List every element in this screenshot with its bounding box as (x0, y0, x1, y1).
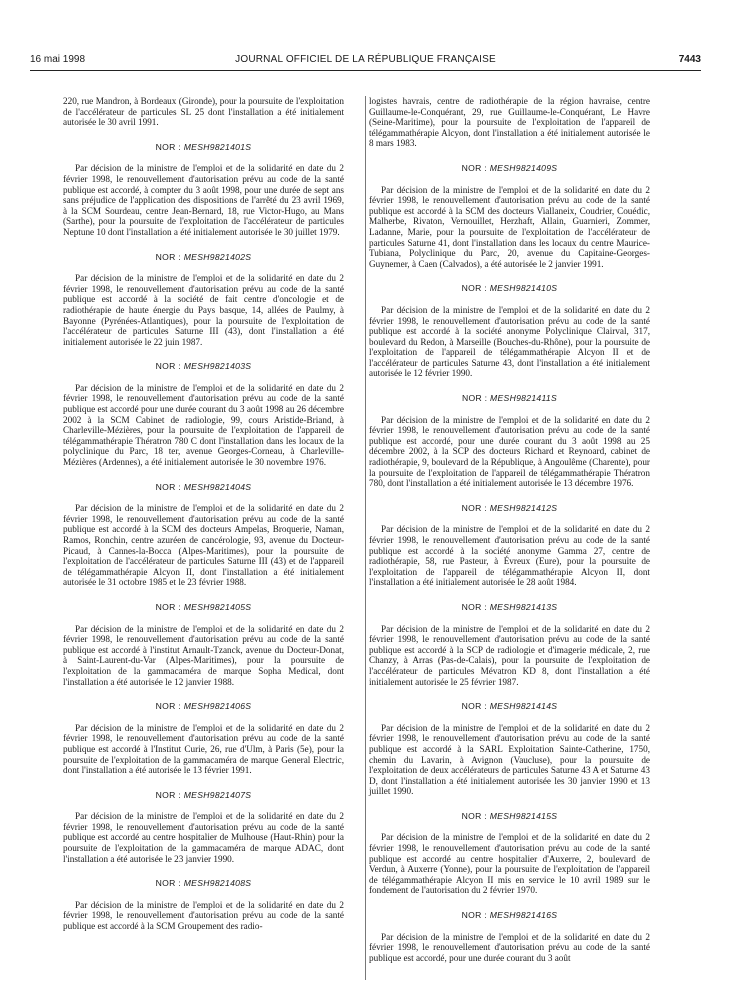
decision-text: Par décision de la ministre de l'emploi et de la solidarité en date du 2 février 1998, le renouvellement d'autorisation prévu au code de la santé publique est accordé, à compter du 3 août 1998, pour une durée de sept ans sans préjudice de l'application des dispositions de l'arrêté du 23 avril 1969, à la SCM Sourdeau, centre Jean-Bernard, 18, rue Victor-Hugo, au Mans (Sarthe), pour la poursuite de l'exploitation de l'accélérateur de particules Neptune 10 dont l'installation a été initialement autorisée le 30 juillet 1979. (63, 163, 344, 237)
nor-reference (63, 701, 344, 712)
nor-reference (369, 910, 650, 921)
nor-label: NOR : (461, 283, 488, 294)
nor-reference (369, 283, 650, 294)
page-number: 7443 (678, 54, 701, 65)
decision-text: Par décision de la ministre de l'emploi et de la solidarité en date du 2 février 1998, le renouvellement d'autorisation prévu au code de la santé publique est accordé, pour une durée courant du 3 août 1998 au 25 décembre 2002, à la SCP des docteurs Richard et Reynoard, cabinet de radiothérapie, 9, boulevard de la République, à Angoulême (Charente), pour la poursuite de l'exploitation de l'appareil de télégammathérapie Thératron 780, dont l'installation a été initialement autorisée le 13 décembre 1976. (369, 414, 650, 489)
nor-label: NOR : (155, 481, 182, 492)
decision-entry (369, 305, 650, 379)
nor-label: NOR : (155, 789, 182, 800)
decision-text: Par décision de la ministre de l'emploi et de la solidarité en date du 2 février 1998, le renouvellement d'autorisation prévu au code de la santé publique est accordé à la SCM des docteurs Ampelas, Broquerie, Naman, Ramos, Ronchin, centre azuréen de cancérologie, 93, avenue du Docteur-Picaud, à Cannes-la-Bocca (Alpes-Maritimes), pour la poursuite de l'exploitation de l'accélérateur de particules Saturne III (43) et de l'appareil de télégammathérapie Alcyon II, dont l'installation a été initialement autorisée le 31 octobre 1985 et le 23 février 1988. (63, 503, 344, 588)
nor-code: MESH9821414S (489, 701, 558, 712)
nor-reference (63, 482, 344, 493)
nor-code: MESH9821402S (183, 251, 252, 262)
nor-code: MESH9821401S (183, 141, 252, 152)
nor-code: MESH9821407S (183, 789, 252, 800)
nor-label: NOR : (461, 502, 488, 513)
nor-reference (369, 602, 650, 613)
nor-reference (63, 878, 344, 889)
left-column (63, 96, 344, 946)
decision-entry (369, 624, 650, 688)
nor-label: NOR : (461, 601, 488, 612)
decision-entry (63, 273, 344, 347)
nor-reference (63, 142, 344, 153)
nor-code: MESH9821416S (489, 910, 558, 921)
decision-text: Par décision de la ministre de l'emploi et de la solidarité en date du 2 février 1998, le renouvellement d'autorisation prévu au code de la santé publique est accordé à la SARL Exploitation Sainte-Catherine, 1750, chemin du Lavarin, à Avignon (Vaucluse), pour la poursuite de l'exploitation de deux accélérateurs de particules Saturne 43 A et Saturne 43 D, dont l'installation a été initialement autorisée les 30 janvier 1990 et 13 juillet 1990. (369, 722, 650, 797)
decision-text: Par décision de la ministre de l'emploi et de la solidarité en date du 2 février 1998, le renouvellement d'autorisation prévu au code de la santé publique est accordé à l'Institut Curie, 26, rue d'Ulm, à Paris (5e), pour la poursuite de l'exploitation de la gammacaméra de marque General Electric, dont l'installation a été autorisée le 13 février 1991. (63, 722, 344, 776)
nor-code: MESH9821403S (183, 361, 252, 372)
right-lead-text: logistes havrais, centre de radiothérapie de la région havraise, centre Guillaume-le-Conquérant, 29, rue Guillaume-le-Conquérant, Le Havre (Seine-Maritime), pour la poursuite de l'exploitation de l'appareil de télégammathérapie Alcyon, dont l'installation a été initialement autorisée le 8 mars 1983. (369, 96, 650, 149)
nor-label: NOR : (461, 810, 488, 821)
decision-entry (63, 163, 344, 237)
nor-code: MESH9821408S (183, 878, 252, 889)
nor-label: NOR : (155, 701, 182, 712)
nor-code: MESH9821411S (490, 393, 558, 404)
decision-text: Par décision de la ministre de l'emploi et de la solidarité en date du 2 février 1998, le renouvellement d'autorisation prévu au code de la santé publique est accordé, pour une durée courant du 3 août (369, 931, 650, 963)
decision-text: Par décision de la ministre de l'emploi et de la solidarité en date du 2 février 1998, le renouvellement d'autorisation prévu au code de la santé publique est accordé pour une durée courant du 3 août 1998 au 26 décembre 2002 à la SCM Cabinet de radiologie, 99, cours Aristide-Briand, à Charleville-Mézières, pour la poursuite de l'exploitation de l'appareil de télégammathérapie Thératron 780 C dont l'installation dans les locaux de la polyclinique du Parc, 18 ter, avenue Georges-Corneau, à Charleville-Mézières (Ardennes), a été initialement autorisée le 30 novembre 1976. (63, 382, 344, 468)
nor-reference (63, 602, 344, 613)
decision-entry (63, 383, 344, 468)
decision-entry (369, 415, 650, 489)
decision-entry (369, 932, 650, 964)
header-date: 16 mai 1998 (30, 54, 86, 65)
nor-code: MESH9821404S (183, 481, 252, 492)
nor-reference (369, 701, 650, 712)
decision-entry (369, 832, 650, 896)
nor-label: NOR : (155, 601, 182, 612)
nor-code: MESH9821412S (489, 502, 558, 513)
decision-entry (63, 503, 344, 588)
nor-label: NOR : (461, 393, 488, 404)
decision-entry (369, 723, 650, 797)
decision-entry (63, 811, 344, 864)
nor-code: MESH9821405S (183, 601, 252, 612)
nor-reference (369, 503, 650, 514)
nor-code: MESH9821415S (489, 810, 558, 821)
nor-reference (63, 252, 344, 263)
journal-title: JOURNAL OFFICIEL DE LA RÉPUBLIQUE FRANÇAISE (235, 54, 496, 65)
nor-label: NOR : (155, 141, 182, 152)
decision-entry (369, 185, 650, 270)
nor-label: NOR : (461, 162, 488, 173)
decision-text: Par décision de la ministre de l'emploi et de la solidarité en date du 2 février 1998, le renouvellement d'autorisation prévu au code de la santé publique est accordé à la société anonyme Gamma 27, centre de radiothérapie, 58, rue Pasteur, à Évreux (Eure), pour la poursuite de l'exploitation de l'appareil de télégammathérapie Alcyon II, dont l'installation a été initialement autorisée le 28 août 1984. (369, 524, 650, 588)
decision-entry (63, 624, 344, 688)
nor-code: MESH9821413S (489, 601, 558, 612)
nor-reference (63, 361, 344, 372)
decision-entry (369, 524, 650, 588)
nor-reference (63, 790, 344, 801)
nor-label: NOR : (155, 878, 182, 889)
right-column (369, 96, 650, 977)
column-divider (365, 96, 366, 980)
nor-label: NOR : (461, 701, 488, 712)
decision-text: Par décision de la ministre de l'emploi et de la solidarité en date du 2 février 1998, le renouvellement d'autorisation prévu au code de la santé publique est accordé au centre hospitalier d'Auxerre, 2, boulevard de Verdun, à Auxerre (Yonne), pour la poursuite de l'exploitation de l'appareil de télégammathérapie Alcyon II mis en service le 10 avril 1989 sur le fondement de l'autorisation du 2 février 1970. (369, 832, 650, 896)
nor-code: MESH9821409S (489, 162, 558, 173)
left-lead-text: 220, rue Mandron, à Bordeaux (Gironde), pour la poursuite de l'exploitation de l'accélérateur de particules SL 25 dont l'installation a été initialement autorisée le 30 avril 1991. (63, 96, 344, 128)
decision-text: Par décision de la ministre de l'emploi et de la solidarité en date du 2 février 1998, le renouvellement d'autorisation prévu au code de la santé publique est accordé au centre hospitalier de Mulhouse (Haut-Rhin) pour la poursuite de l'exploitation de la gammacaméra de marque ADAC, dont l'installation a été autorisée le 23 janvier 1990. (63, 811, 344, 864)
decision-text: Par décision de la ministre de l'emploi et de la solidarité en date du 2 février 1998, le renouvellement d'autorisation prévu au code de la santé publique est accordé à l'institut Arnault-Tzanck, avenue du Docteur-Donat, à Saint-Laurent-du-Var (Alpes-Maritimes), pour la poursuite de l'exploitation de la gammacaméra de marque Sopha Medical, dont l'installation a été autorisée le 12 janvier 1988. (63, 623, 344, 687)
nor-code: MESH9821406S (183, 701, 252, 712)
right-entries (369, 163, 650, 963)
right-lead-block (369, 96, 650, 149)
page-header (30, 54, 701, 71)
nor-code: MESH9821410S (489, 283, 558, 294)
decision-text: Par décision de la ministre de l'emploi et de la solidarité en date du 2 février 1998, le renouvellement d'autorisation prévu au code de la santé publique est accordé à la SCP de radiologie et d'imagerie médicale, 2, rue Chanzy, à Arras (Pas-de-Calais), pour la poursuite de l'exploitation de l'accélérateur de particules Mévatron KD 8, dont l'installation a été initialement autorisée le 25 février 1987. (369, 623, 650, 687)
left-entries (63, 142, 344, 932)
nor-reference (369, 163, 650, 174)
nor-label: NOR : (155, 251, 182, 262)
nor-label: NOR : (461, 910, 488, 921)
decision-text: Par décision de la ministre de l'emploi et de la solidarité en date du 2 février 1998, le renouvellement d'autorisation prévu au code de la santé publique est accordé à la SCM Groupement des radio- (63, 899, 344, 932)
left-lead-block (63, 96, 344, 128)
decision-text: Par décision de la ministre de l'emploi et de la solidarité en date du 2 février 1998, le renouvellement d'autorisation prévu au code de la santé publique est accordé à la SCM des docteurs Viallaneix, Coudrier, Couédic, Malherbe, Rivaton, Vernouillet, Herzhaft, Allain, Guarnieri, Zommer, Ladanne, Marie, pour la poursuite de l'exploitation de l'accélérateur de particules Saturne 41, dont l'installation dans les locaux du centre Maurice-Tubiana, Polyclinique du Parc, 20, avenue du Capitaine-Georges-Guynemer, à Caen (Calvados), a été autorisée le 2 janvier 1991. (369, 184, 650, 269)
nor-reference (369, 811, 650, 822)
decision-text: Par décision de la ministre de l'emploi et de la solidarité en date du 2 février 1998, le renouvellement d'autorisation prévu au code de la santé publique est accordé à la société de fait centre d'oncologie et de radiothérapie de haute énergie du Pays basque, 14, allées de Paulmy, à Bayonne (Pyrénées-Atlantiques), pour la poursuite de l'exploitation de l'accélérateur de particules Saturne III (43), dont l'installation a été initialement autorisée le 22 juin 1987. (63, 273, 344, 347)
nor-label: NOR : (155, 361, 182, 372)
nor-reference (369, 393, 650, 404)
decision-entry (63, 900, 344, 932)
decision-text: Par décision de la ministre de l'emploi et de la solidarité en date du 2 février 1998, le renouvellement d'autorisation prévu au code de la santé publique est accordé à la société anonyme Polyclinique Clairval, 317, boulevard du Redon, à Marseille (Bouches-du-Rhône), pour la poursuite de l'exploitation de l'appareil de télégammathérapie Alcyon II et de l'accélérateur de particules Saturne 43, dont l'installation a été initialement autorisée le 12 février 1990. (369, 304, 650, 379)
decision-entry (63, 723, 344, 776)
